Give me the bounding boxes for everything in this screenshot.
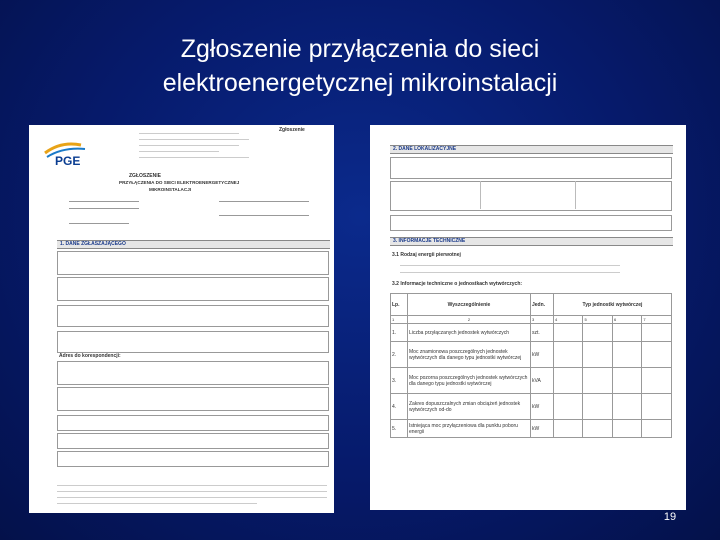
logo-text: PGE [55,154,81,168]
table-row: 4. Zakres dopuszczalnych zmian obciążeń jednostek wytwórczych od-do kW [391,394,672,420]
pge-logo-icon [41,139,91,169]
subsection-3-1: 3.1 Rodzaj energii pierwotnej [392,252,461,258]
section-1-header: 1. DANE ZGŁASZAJĄCEGO [57,240,330,249]
form-title-2: PRZYŁĄCZENIA DO SIECI ELEKTROENERGETYCZNEJ [119,180,240,185]
table-row: 2. Moc znamionowa poszczególnych jednostek wytwórczych dla danego typu jednostki wytwórczej kW [391,342,672,368]
form-title-3: MIKROINSTALACJI [149,187,192,192]
slide-number: 19 [663,511,677,523]
col-desc: Wyszczególnienie [408,294,531,316]
address-label: Adres do korespondencji: [59,353,121,359]
section-3-header: 3. INFORMACJE TECHNICZNE [390,237,673,246]
title-line-2: elektroenergetycznej mikroinstalacji [162,69,558,97]
table-row: 1. Liczba przyłączanych jednostek wytwórczych szt. [391,324,672,342]
table-row: 3. Moc pozorna poszczególnych jednostek wytwórczych dla danego typu jednostki wytwórczej kVA [391,368,672,394]
technical-table: Lp. Wyszczególnienie Jedn. Typ jednostki wytwórczej 1 2 3 4 5 6 7 1. Liczba przyłączanych jednostek wytwórczych szt. 2. Moc znamionowa poszczególnych jednostek wytwórczych dla danego typu jednostki wytwórczej kW 3. Moc pozorna poszczególnych jednostek wytwórczych dla danego typu jednostki wytwórczej kVA 4. Zakres dopuszczalnych zmian obciążeń jednostek wytwórczych od-do kW 5. Istniejąca moc przyłączeniowa dla punktu poboru energii kW [390,293,672,438]
form-page-left [29,125,334,513]
col-type: Typ jednostki wytwórczej [554,294,672,316]
form-title: ZGŁOSZENIE [129,173,161,179]
col-lp: Lp. [391,294,408,316]
form-page-right [370,125,686,510]
title-line-1: Zgłoszenie przyłączenia do sieci [180,35,540,63]
subsection-3-2: 3.2 Informacje techniczne o jednostkach wytwórczych: [392,281,523,287]
col-unit: Jedn. [531,294,554,316]
slide-title [0,32,720,100]
corner-label: Zgłoszenie [279,127,305,133]
section-2-header: 2. DANE LOKALIZACYJNE [390,145,673,154]
table-row: 5. Istniejąca moc przyłączeniowa dla punktu poboru energii kW [391,420,672,438]
